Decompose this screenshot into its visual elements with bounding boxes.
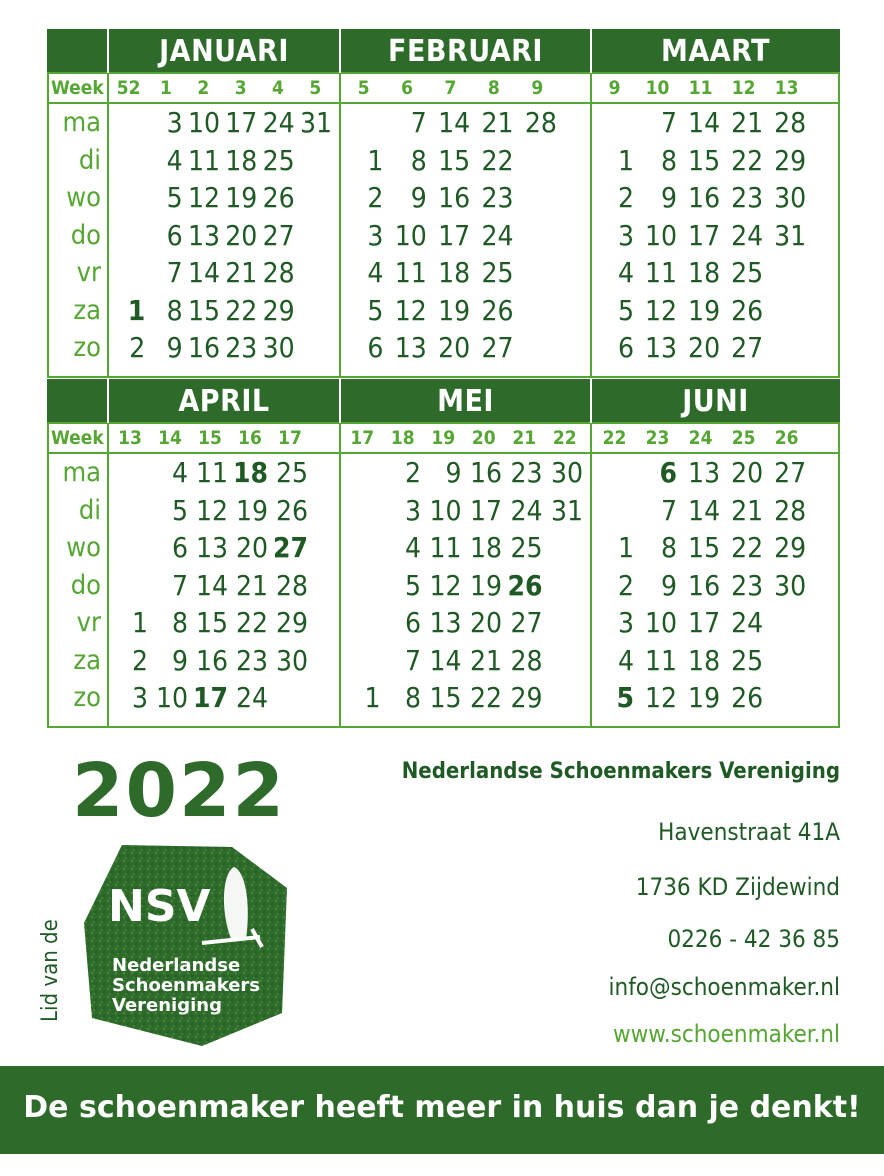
day-number: 13 (394, 331, 427, 364)
day-number: 17 (688, 606, 721, 639)
day-number: 24 (235, 681, 268, 714)
week-number: 16 (238, 427, 262, 449)
day-number: 30 (774, 568, 807, 602)
day-number: 10 (187, 106, 220, 139)
day-number: 19 (438, 293, 471, 327)
day-name-do: do (70, 219, 101, 251)
day-number: 2 (367, 181, 384, 214)
day-number: 23 (225, 331, 258, 364)
day-number: 18 (438, 256, 471, 289)
week-label: Week (51, 427, 104, 449)
organization-name: Nederlandse Schoenmakers Vereniging (401, 759, 840, 784)
week-number: 5 (357, 77, 370, 99)
day-name-di: di (78, 494, 101, 526)
day-number: 6 (166, 218, 183, 252)
day-number: 8 (166, 293, 183, 327)
day-number: 29 (774, 531, 807, 564)
day-number: 3 (618, 606, 635, 639)
day-number: 27 (774, 456, 807, 489)
day-number: 23 (481, 181, 514, 214)
day-number: 21 (225, 256, 258, 289)
day-number: 21 (469, 643, 502, 677)
day-number: 20 (235, 531, 268, 564)
day-number: 7 (661, 493, 678, 527)
email-link[interactable]: info@schoenmaker.nl (608, 973, 840, 1001)
day-number: 1 (618, 531, 635, 564)
day-number: 21 (235, 568, 268, 602)
week-number: 25 (731, 427, 756, 449)
day-number: 22 (235, 606, 268, 639)
day-number: 16 (688, 568, 721, 602)
day-number: 19 (469, 568, 502, 602)
week-number: 12 (731, 77, 756, 99)
week-number: 26 (774, 427, 799, 449)
day-number: 25 (731, 256, 764, 289)
day-number: 25 (481, 256, 514, 289)
day-number: 20 (438, 331, 471, 364)
calendar-grid (47, 29, 840, 731)
day-number: 25 (510, 531, 543, 564)
day-number: 17 (688, 218, 721, 252)
week-number: 22 (552, 427, 577, 449)
month-header-mei: MEI (437, 384, 494, 419)
day-number: 12 (394, 293, 427, 327)
day-number: 15 (187, 293, 220, 327)
day-number: 9 (166, 331, 183, 364)
day-number: 9 (445, 456, 462, 489)
day-name-ma: ma (62, 107, 101, 138)
day-number: 24 (481, 218, 514, 252)
day-number: 8 (661, 143, 678, 177)
month-header-februari: FEBRUARI (388, 34, 543, 69)
day-number: 15 (195, 606, 228, 639)
day-number: 8 (661, 531, 678, 564)
week-number: 17 (278, 427, 302, 449)
day-number: 27 (731, 331, 764, 364)
day-number: 6 (404, 606, 421, 639)
day-number: 13 (195, 531, 228, 564)
month-header-januari: JANUARI (159, 34, 289, 69)
day-number: 20 (731, 456, 764, 489)
day-number: 3 (618, 218, 635, 252)
day-name-za: za (73, 294, 101, 326)
day-number: 29 (774, 143, 807, 177)
month-header-maart: MAART (661, 34, 770, 69)
day-name-wo: wo (66, 182, 101, 213)
day-number: 1 (364, 681, 381, 714)
day-number: 10 (429, 493, 462, 527)
day-number: 11 (645, 643, 678, 677)
logo-line-3: Vereniging (112, 995, 222, 1016)
week-number: 21 (512, 427, 537, 449)
day-number: 26 (507, 568, 543, 602)
day-number: 30 (774, 181, 807, 214)
day-number: 15 (429, 681, 462, 714)
day-number: 9 (410, 181, 427, 214)
day-number: 30 (275, 643, 308, 677)
week-number: 7 (444, 77, 457, 99)
day-name-zo: zo (73, 332, 101, 363)
day-number: 18 (232, 456, 268, 489)
day-number: 22 (469, 681, 502, 714)
day-number: 18 (225, 143, 258, 177)
day-number: 14 (187, 256, 220, 289)
logo-line-1: Nederlandse (112, 955, 241, 976)
week-number: 11 (688, 77, 713, 99)
day-number: 9 (661, 568, 678, 602)
week-number: 23 (645, 427, 670, 449)
day-number: 15 (438, 143, 471, 177)
slogan-banner (0, 1066, 884, 1154)
day-number: 7 (171, 568, 188, 602)
day-number: 5 (404, 568, 421, 602)
day-number: 15 (688, 531, 721, 564)
day-number: 5 (166, 181, 183, 214)
day-number: 3 (131, 681, 148, 714)
day-name-di: di (78, 144, 101, 176)
day-number: 8 (404, 681, 421, 714)
day-number: 27 (272, 531, 308, 564)
day-number: 15 (688, 143, 721, 177)
day-number: 27 (481, 331, 514, 364)
day-number: 21 (731, 106, 764, 139)
day-number: 22 (225, 293, 258, 327)
day-number: 6 (618, 331, 635, 364)
day-number: 26 (481, 293, 514, 327)
address: Havenstraat 41A (658, 818, 840, 846)
day-number: 19 (688, 681, 721, 714)
day-number: 7 (404, 643, 421, 677)
day-number: 1 (367, 143, 384, 177)
day-number: 12 (187, 181, 220, 214)
week-number: 1 (160, 77, 172, 99)
week-number: 9 (608, 77, 621, 99)
day-number: 19 (688, 293, 721, 327)
week-number: 19 (431, 427, 456, 449)
day-number: 25 (731, 643, 764, 677)
day-name-vr: vr (76, 257, 101, 288)
day-number: 2 (131, 643, 148, 677)
day-number: 28 (774, 493, 807, 527)
day-number: 22 (731, 143, 764, 177)
week-number: 13 (774, 77, 799, 99)
day-number: 2 (129, 331, 146, 364)
week-number: 3 (234, 77, 247, 99)
day-number: 19 (235, 493, 268, 527)
day-name-vr: vr (76, 607, 101, 638)
day-name-do: do (70, 569, 101, 601)
day-number: 29 (510, 681, 543, 714)
day-number: 6 (659, 456, 678, 489)
day-number: 4 (367, 256, 384, 289)
day-number: 22 (731, 531, 764, 564)
day-number: 4 (404, 531, 421, 564)
day-number: 5 (171, 493, 188, 527)
week-number: 8 (487, 77, 500, 99)
week-number: 14 (158, 427, 182, 449)
day-number: 12 (195, 493, 228, 527)
day-number: 20 (469, 606, 502, 639)
day-number: 29 (262, 293, 295, 327)
day-number: 26 (275, 493, 308, 527)
day-number: 25 (275, 456, 308, 489)
day-number: 16 (469, 456, 502, 489)
day-number: 11 (394, 256, 427, 289)
day-number: 27 (510, 606, 543, 639)
week-label: Week (51, 77, 104, 99)
nsv-logo (82, 843, 292, 1048)
day-number: 26 (731, 293, 764, 327)
week-number: 4 (272, 77, 284, 99)
day-name-zo: zo (73, 682, 101, 713)
day-number: 11 (187, 143, 220, 177)
day-number: 14 (195, 568, 228, 602)
week-number: 24 (688, 427, 713, 449)
day-number: 14 (688, 493, 721, 527)
day-number: 23 (235, 643, 268, 677)
day-number: 10 (645, 218, 678, 252)
day-number: 18 (469, 531, 502, 564)
day-number: 29 (275, 606, 308, 639)
day-number: 4 (166, 143, 183, 177)
day-number: 2 (404, 456, 421, 489)
day-number: 11 (429, 531, 462, 564)
day-number: 12 (645, 293, 678, 327)
week-number: 15 (198, 427, 222, 449)
week-number: 22 (602, 427, 627, 449)
day-number: 25 (262, 143, 295, 177)
day-number: 6 (367, 331, 384, 364)
day-number: 20 (688, 331, 721, 364)
day-number: 31 (299, 106, 332, 139)
day-number: 24 (510, 493, 543, 527)
day-number: 3 (404, 493, 421, 527)
day-number: 28 (262, 256, 295, 289)
day-number: 4 (618, 256, 635, 289)
day-number: 21 (731, 493, 764, 527)
day-number: 16 (195, 643, 228, 677)
day-number: 19 (225, 181, 258, 214)
day-number: 12 (645, 681, 678, 714)
day-number: 1 (131, 606, 148, 639)
day-number: 17 (225, 106, 258, 139)
day-number: 26 (262, 181, 295, 214)
week-number: 17 (350, 427, 375, 449)
week-number: 5 (309, 77, 322, 99)
day-number: 30 (262, 331, 295, 364)
day-number: 11 (195, 456, 228, 489)
day-number: 14 (429, 643, 462, 677)
week-number: 13 (118, 427, 142, 449)
day-number: 31 (774, 218, 807, 252)
day-number: 24 (731, 218, 764, 252)
website-link[interactable]: www.schoenmaker.nl (612, 1020, 840, 1048)
logo-line-2: Schoenmakers (112, 975, 261, 996)
month-header-juni: JUNI (682, 384, 749, 419)
week-number: 18 (390, 427, 415, 449)
month-header-april: APRIL (178, 384, 270, 419)
day-number: 14 (688, 106, 721, 139)
week-number: 9 (531, 77, 544, 99)
day-number: 2 (618, 181, 635, 214)
day-number: 4 (618, 643, 635, 677)
week-number: 10 (645, 77, 670, 99)
day-number: 28 (774, 106, 807, 139)
day-number: 20 (225, 218, 258, 252)
day-number: 7 (410, 106, 427, 139)
member-label: Lid van de (38, 919, 63, 1022)
week-number: 6 (401, 77, 414, 99)
day-number: 1 (618, 143, 635, 177)
slogan-text: De schoenmaker heeft meer in huis dan je denkt! (23, 1090, 861, 1125)
day-number: 6 (171, 531, 188, 564)
day-number: 30 (550, 456, 583, 489)
day-number: 27 (262, 218, 295, 252)
day-number: 14 (438, 106, 471, 139)
day-number: 26 (731, 681, 764, 714)
day-number: 18 (688, 256, 721, 289)
phone-number: 0226 - 42 36 85 (667, 925, 840, 953)
year-title: 2022 (72, 748, 286, 834)
day-number: 13 (645, 331, 678, 364)
day-number: 18 (688, 643, 721, 677)
day-number: 23 (731, 181, 764, 214)
day-number: 28 (524, 106, 557, 139)
day-name-wo: wo (66, 532, 101, 563)
day-number: 10 (645, 606, 678, 639)
day-number: 21 (481, 106, 514, 139)
week-number: 2 (197, 77, 210, 99)
day-number: 13 (429, 606, 462, 639)
day-number: 24 (731, 606, 764, 639)
day-number: 3 (166, 106, 183, 139)
day-number: 5 (616, 681, 635, 714)
day-number: 4 (171, 456, 188, 489)
day-number: 24 (262, 106, 295, 139)
day-number: 5 (618, 293, 635, 327)
day-number: 3 (367, 218, 384, 252)
day-number: 16 (187, 331, 220, 364)
day-number: 13 (688, 456, 721, 489)
day-number: 17 (469, 493, 502, 527)
week-number: 20 (471, 427, 496, 449)
week-number: 52 (116, 77, 141, 99)
day-number: 8 (171, 606, 188, 639)
day-number: 16 (438, 181, 471, 214)
day-number: 17 (192, 681, 228, 714)
day-number: 7 (166, 256, 183, 289)
day-number: 12 (429, 568, 462, 602)
day-name-ma: ma (62, 457, 101, 488)
day-name-za: za (73, 644, 101, 676)
day-number: 22 (481, 143, 514, 177)
day-number: 9 (661, 181, 678, 214)
day-number: 5 (367, 293, 384, 327)
city: 1736 KD Zijdewind (635, 873, 840, 901)
day-number: 16 (688, 181, 721, 214)
day-number: 13 (187, 218, 220, 252)
day-number: 2 (618, 568, 635, 602)
day-number: 10 (394, 218, 427, 252)
day-number: 23 (510, 456, 543, 489)
day-number: 7 (661, 106, 678, 139)
day-number: 23 (731, 568, 764, 602)
day-number: 31 (550, 493, 583, 527)
day-number: 11 (645, 256, 678, 289)
day-number: 10 (155, 681, 188, 714)
day-number: 8 (410, 143, 427, 177)
day-number: 17 (438, 218, 471, 252)
day-number: 28 (510, 643, 543, 677)
day-number: 1 (127, 293, 146, 327)
logo-abbr: NSV (108, 881, 211, 932)
day-number: 9 (171, 643, 188, 677)
day-number: 28 (275, 568, 308, 602)
